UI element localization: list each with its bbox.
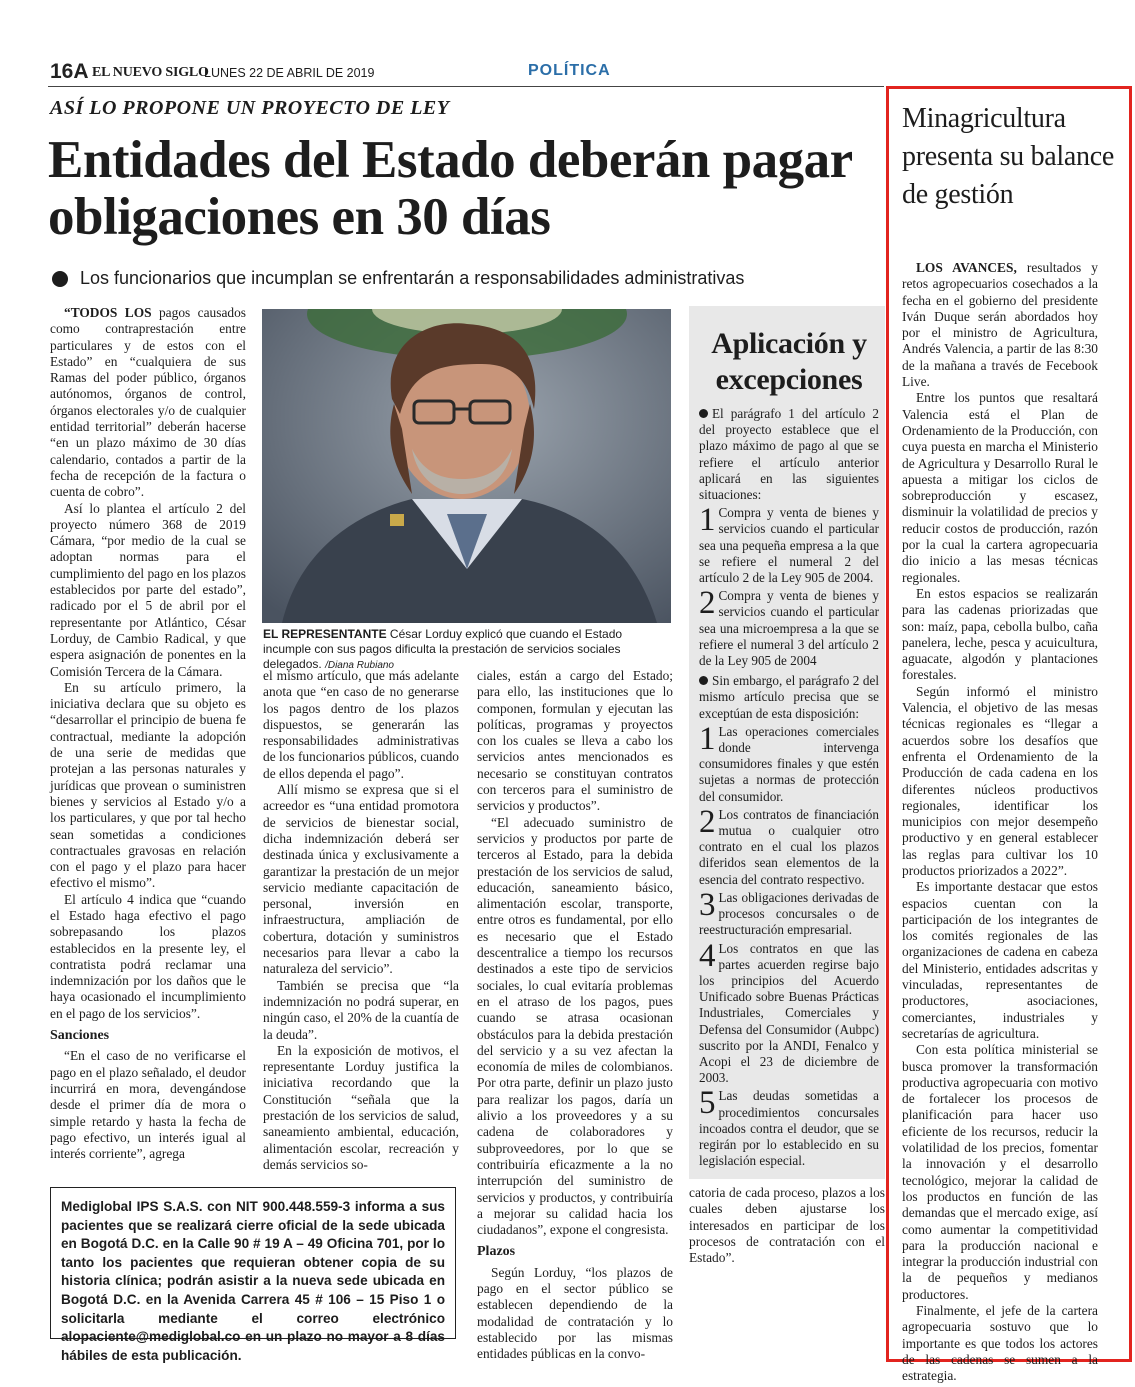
portrait-photo-icon — [262, 309, 671, 623]
subheading: Sanciones — [50, 1028, 110, 1044]
paragraph: Según informó el ministro Valencia, el objetivo de las mesas técnicas regionales es “llegar a acuerdos sobre los desafíos que enfrenta el Ordenamiento de la Producción de cada cadena en los diferentes núcleos productivos regionales, identificar los municipios con mejor desempeño productivo y en general establecer las reglas para cultivar los 10 productos priorizados a 2022”. — [902, 683, 1098, 878]
page-number: 16A — [50, 60, 89, 83]
paragraph: En la exposición de motivos, el representante Lorduy justifica la iniciativa recordando que la Constitución “señala que la prestación de los servicios de salud, saneamiento ambiental, educación, alimentación escolar, recreación y demás servicios so- — [263, 1042, 459, 1172]
item-number: 1 — [699, 502, 716, 539]
paragraph: Según Lorduy, “los plazos de pago en el sector público se establecen dependiendo de la modalidad de contratación y lo establecido por las mismas entidades públicas en la convo- — [477, 1264, 673, 1362]
sidebar-list-item — [699, 1085, 879, 1169]
paragraph: ciales, están a cargo del Estado; para ello, las instituciones que lo componen, formulan y ejecutan las políticas, programas y proyectos con los cuales se lleva a cabo los servicios antes mencionados es necesario se constituyan contratos con terceros para el suministro de servicios y productos”. — [477, 668, 673, 814]
sidebar-content — [699, 326, 879, 1169]
paragraph-text: pagos causados como contraprestación entre particulares y de estos con el Estado” en “cualquiera de sus Ramas del poder público, órganos autónomos, órganos de control, órganos electorales y/o de cualquier entidad territorial” deberán hacerse “en un plazo máximo de 30 días calendario, contados a partir de la fecha de recepción de la factura o cuenta de cobro”. — [50, 305, 246, 500]
sidebar-title: Aplicación y excepciones — [711, 327, 867, 396]
article-column-3 — [477, 668, 673, 1362]
advertisement-text: Mediglobal IPS S.A.S. con NIT 900.448.559-3 informa a sus pacientes que se realizará cierre oficial de la sede ubicada en Bogotá D.C. en la Calle 90 # 19 A – 49 Oficina 701, por lo tanto los pacientes que requieran obtener copia de su historia clínica; podrán asistir a la nueva sede ubicada en Bogotá D.C. en la Avenida Carrera 45 # 106 – 15 Piso 1 o solicitarla mediante el correo electrónico alopaciente@mediglobal.co en un plazo no mayor a 8 días hábiles de esta publicación. — [61, 1199, 445, 1363]
caption-lead: EL REPRESENTANTE — [263, 627, 387, 641]
bullet-icon — [699, 409, 708, 418]
right-article-title: Minagricultura presenta su balance de gestión — [902, 103, 1114, 210]
paragraph: En estos espacios se realizarán para las cadenas priorizadas que son: maíz, papa, cebolla bulbo, caña panelera, leche, pesca y acuicultura, aguacate, algodón y plantaciones forestales. — [902, 585, 1098, 683]
lead-in: “TODOS LOS — [64, 305, 152, 320]
item-number: 4 — [699, 937, 716, 974]
sidebar-list-item — [699, 585, 879, 669]
section-label: POLÍTICA — [528, 62, 611, 79]
paragraph: el mismo artículo, que más adelante anota que “en caso de no generarse los pagos dentro de los plazos dispuestos, se generarán las responsabilidades administrativas de los funcionarios públicos, cuando de ellos dependa el pago”. — [263, 668, 459, 781]
paragraph: Es importante destacar que estos espacios cuentan con la participación de los integrantes de los comités regionales de las organizaciones de cadena en cabeza del Ministerio, entidades adscritas y vinculadas, representantes de productores, asociaciones, comerciantes, industriales y secretarías de agricultura. — [902, 879, 1098, 1041]
newspaper-masthead: EL NUEVO SIGLO — [92, 65, 209, 80]
paragraph: También se precisa que “la indemnización no podrá superar, en ningún caso, el 20% de la cuantía de la deuda”. — [263, 977, 459, 1042]
item-text: Compra y venta de bienes y servicios cuando el particular sea una microempresa a la que se refiere el numeral 3 del artículo 2 de la Ley 905 de 2004 — [699, 588, 879, 669]
article-column-2 — [263, 668, 459, 1173]
article-column-4 — [689, 1185, 885, 1266]
item-number: 5 — [699, 1085, 716, 1122]
issue-date: LUNES 22 DE ABRIL DE 2019 — [204, 66, 375, 80]
header-divider — [48, 86, 884, 87]
right-article-body — [902, 260, 1098, 1384]
item-text: Las deudas sometidas a procedimientos concursales incoados contra el deudor, que se regirán por lo establecido en su legislación especial. — [699, 1088, 879, 1169]
paragraph: Con esta política ministerial se busca promover la transformación productiva agropecuaria con motivo de fortalecer los procesos de planificación para hacer uso eficiente de los recursos, reducir la volatilidad de los precios, fomentar la innovación y el desarrollo tecnológico, mejorar la calidad de los productos en función de las demandas que el mercado exige, así como aumentar la competitividad para la producción nacional e integrar la producción industrial con la de pequeños y medianos productores. — [902, 1042, 1098, 1302]
bullet-icon — [52, 271, 68, 287]
caption-text: César Lorduy explicó que cuando el Estado incumple con sus pagos dificulta la prestación de servicios sociales delegados. — [263, 627, 623, 671]
advertisement-box — [50, 1187, 456, 1363]
sidebar-list-b — [699, 720, 879, 1169]
paragraph: “El adecuado suministro de servicios y productos por parte de terceros al Estado, para la debida prestación de los servicios de salud, educación, saneamiento básico, alimentación escolar, transporte, entre otros es fundamental, por ello es necesario que el Estado descentralice a tiempo los recursos destinados a este tipo de servicios sociales, lo cual evitaría problemas en el atraso de los pagos, pues cuando se atrasa ocasionan obstáculos para la debida prestación del servicio y a su vez afectan la economía de miles de colombianos. Por otra parte, definir un plazo justo para realizar los pagos, daría un alivio a los proveedores y a su cadena de colaboradores y subproveedores, por lo que se contribuiría eficazmente a la no interrupción del suministro de servicios y productos, y contribuiría a mejorar su calidad hacia los ciudadanos”, expone el congresista. — [477, 814, 673, 1238]
sidebar-list-item — [699, 937, 879, 1087]
item-text: Los contratos de financiación mutua o cualquier otro contrato en el cual los plazos diferidos sean elementos de la esencia del contrato respectivo. — [699, 806, 879, 887]
paragraph: Allí mismo se expresa que si el acreedor es “una entidad promotora de servicios de bienestar social, dicha indemnización deberá ser destinada única y exclusivamente a garantizar la prestación de un mejor servicio mediante capacitación de personal, inversión en infraestructura, ampliación de cobertura, dotación y suministros necesarios para llevar a cabo la naturaleza del servicio”. — [263, 782, 459, 977]
sidebar-list-item — [699, 720, 879, 805]
subheading: Plazos — [477, 1244, 516, 1260]
item-number: 2 — [699, 585, 716, 622]
sidebar-list-item — [699, 886, 879, 939]
paragraph-text: resultados y retos agropecuarios cosechados a la fecha en el gobierno del presidente Iván Duque serán abordados hoy por el ministro de Agricultura, Andrés Valencia, a partir de las 8:30 de la mañana a través de Fecebook Live. — [902, 260, 1099, 390]
article-deck — [52, 268, 744, 289]
paragraph: Finalmente, el jefe de la cartera agropecuaria sostuvo que lo importante es que todos los actores de las cadenas se sumen a la estrategia. — [902, 1303, 1098, 1384]
sidebar-list-item — [699, 502, 879, 586]
paragraph: catoria de cada proceso, plazos a los cuales deben ajustarse los interesados en participar de los procesos de contratación con el Estado”. — [689, 1185, 885, 1266]
item-text: Compra y venta de bienes y servicios cuando el particular sea una pequeña empresa a la que se refiere el numeral 2 del artículo 2 de la Ley 905 de 2004. — [699, 505, 879, 586]
bullet-icon — [699, 676, 708, 685]
item-text: Las obligaciones derivadas de procesos concursales o de reestructuración empresarial. — [699, 889, 879, 938]
sidebar-list-a — [699, 502, 879, 669]
paragraph — [902, 260, 1098, 390]
paragraph: Entre los puntos que resaltará Valencia está el Plan de Ordenamiento de la Producción, con cuya puesta en marcha el Ministerio de Agricultura y Desarrollo Rural le apuesta a mitigar los ciclos de sobreproducción y escasez, disminuir la volatilidad de precios y reducir costos de producción, razón por la cual la cartera agropecuaria dio inicio a las mesas técnicas regionales. — [902, 390, 1098, 585]
paragraph: En su artículo primero, la iniciativa declara que su objeto es “desarrollar el principio de buena fe contractual, mediante la adopción de una serie de medidas que protejan a las personas naturales y jurídicas que provean o suministren bienes y servicios al Estado y/o a los particulares, y que por tal hecho sean sometidas a condiciones contractuales gravosas en relación con el pago y el plazo para hacer efectivo el mismo”. — [50, 679, 246, 891]
sidebar-intro-2-text: Sin embargo, el parágrafo 2 del mismo artículo precisa que se exceptúan de esta disposición: — [699, 673, 879, 721]
item-number: 2 — [699, 803, 716, 840]
sidebar-list-item — [699, 803, 879, 888]
paragraph: “En el caso de no verificarse el pago en el plazo señalado, el deudor incurrirá en mora, devengándose desde el primer día de mora o simple retardo y hasta la fecha de pago efectivo, un interés igual al interés corriente”, agrega — [50, 1048, 246, 1162]
item-number: 3 — [699, 886, 716, 923]
lead-in: LOS AVANCES, — [916, 260, 1017, 275]
article-kicker: ASÍ LO PROPONE UN PROYECTO DE LEY — [50, 97, 450, 119]
photo-credit: /Diana Rubiano — [325, 660, 394, 671]
item-text: Las operaciones comerciales donde intervenga consumidores finales y que estén sujetas a normas de protección del consumidor. — [699, 723, 879, 804]
paragraph: Así lo plantea el artículo 2 del proyecto número 368 de 2019 Cámara, “por medio de la cual se adoptan normas para el cumplimiento del pago en los plazos establecidos por parte del estado”, radicado por el 5 de abril por el representante por Atlántico, César Lorduy, de Cambio Radical, y que espera asignación de ponentes en la Comisión Tercera de la Cámara. — [50, 500, 246, 679]
sidebar-intro — [699, 406, 879, 503]
article-photo — [262, 309, 671, 623]
deck-text: Los funcionarios que incumplan se enfrentarán a responsabilidades administrativas — [80, 268, 745, 288]
photo-caption — [263, 627, 673, 673]
sidebar-intro-text: El parágrafo 1 del artículo 2 del proyecto establece que el plazo máximo de pago al que se refiere el artículo anterior aplicará en las siguientes situaciones: — [699, 406, 879, 503]
article-column-1 — [50, 305, 246, 1162]
paragraph: El artículo 4 indica que “cuando el Estado haga efectivo el pago sobrepasando los plazos establecidos en la presente ley, el contratista podrá reclamar una indemnización por los daños que le haya ocasionado el incumplimiento en el pago de los servicios”. — [50, 891, 246, 1021]
sidebar-intro-2 — [699, 673, 879, 722]
item-text: Los contratos en que las partes acuerden regirse bajo los principios del Acuerdo Unificado sobre Buenas Prácticas Industriales, Comerciales y Defensa del Consumidor (Aubpc) suscrito por la ANDI, Fenalco y Acopi el 23 de diciembre de 2003. — [699, 940, 879, 1086]
article-headline: Entidades del Estado deberán pagar obligaciones en 30 días — [48, 131, 852, 246]
paragraph — [50, 305, 246, 501]
item-number: 1 — [699, 720, 716, 757]
